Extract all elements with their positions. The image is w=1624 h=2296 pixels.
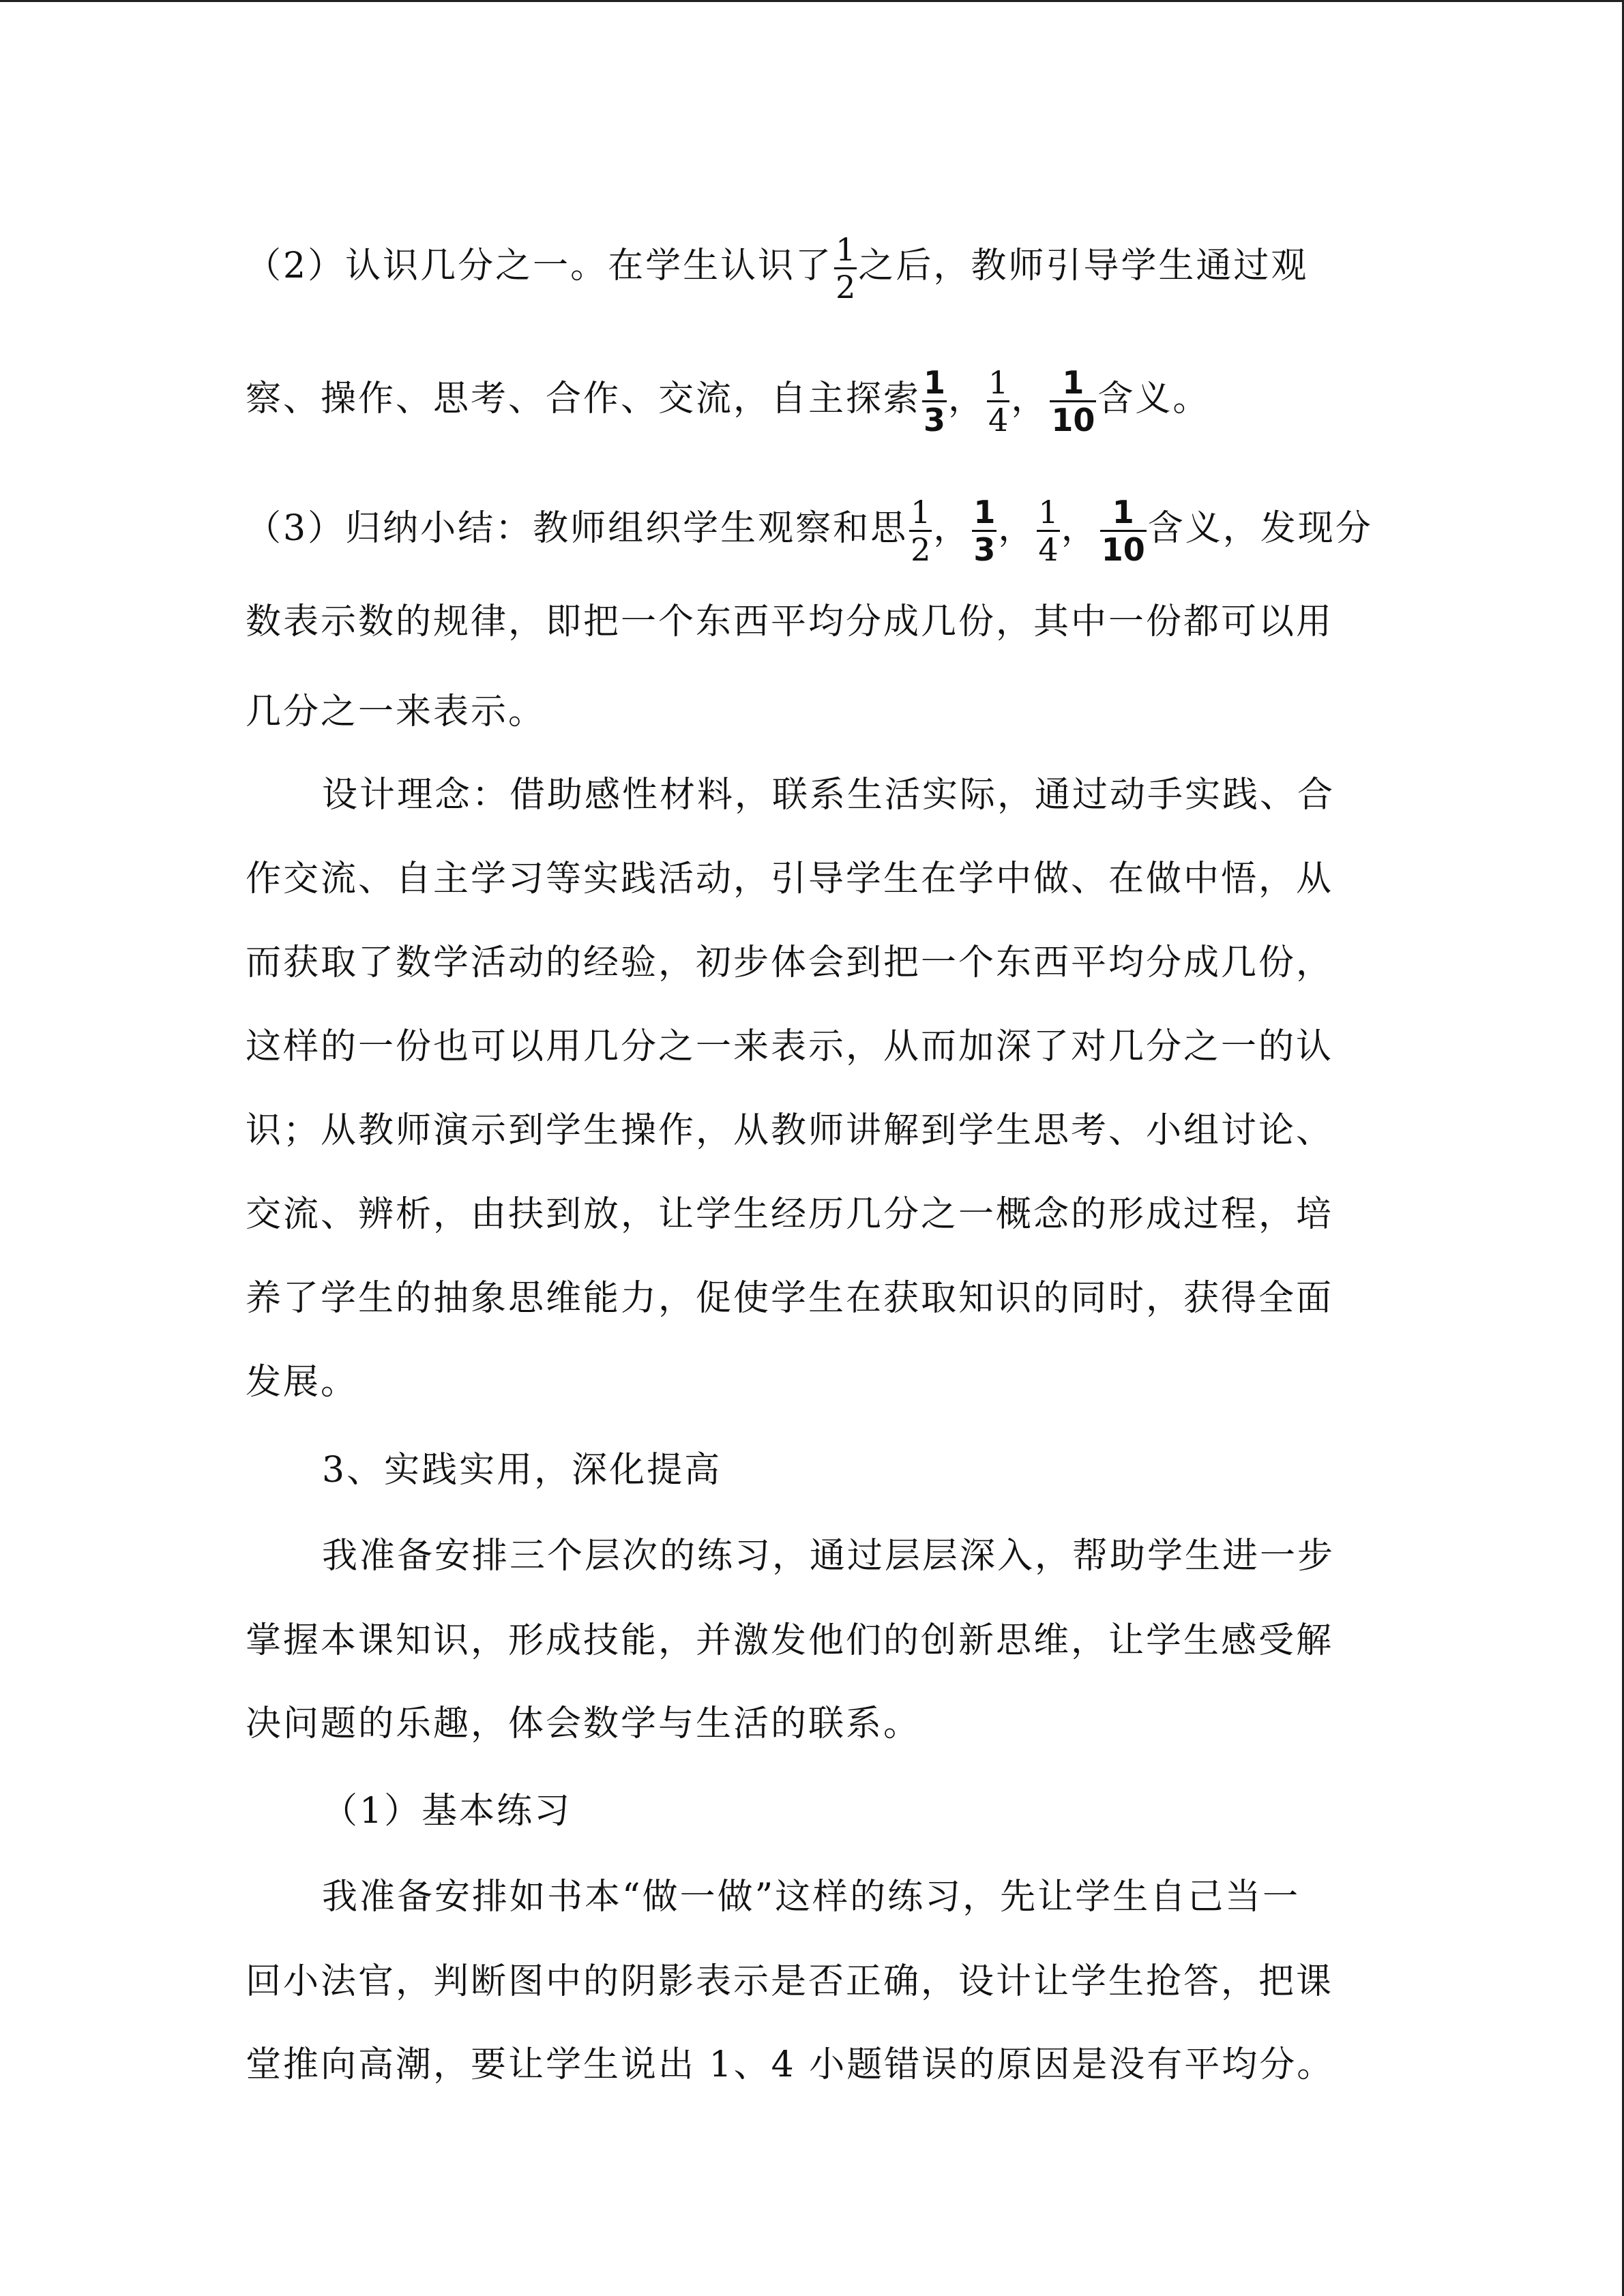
paragraph-line-3 (246, 494, 1373, 567)
text-segment: 之后，教师引导学生通过观 (858, 245, 1309, 286)
separator: ， (1011, 378, 1049, 419)
paragraph-line: 发展。 (246, 1362, 359, 1403)
fraction-one-tenth: $\frac{1}{10}$ (1101, 494, 1145, 568)
subsection-heading: （1）基本练习 (322, 1791, 572, 1832)
paragraph-line: 决问题的乐趣，体会数学与生活的联系。 (246, 1703, 921, 1744)
paragraph-line-2 (246, 365, 1210, 438)
separator: ， (1061, 508, 1099, 549)
paragraph-line: 识；从教师演示到学生操作，从教师讲解到学生思考、小组讨论、 (246, 1110, 1334, 1151)
text-segment: 含义。 (1097, 378, 1211, 419)
separator: ， (933, 508, 971, 549)
paragraph-line: 掌握本课知识，形成技能，并激发他们的创新思维，让学生感受解 (246, 1620, 1334, 1661)
fraction-one-quarter: $\frac{1}{4}$ (988, 364, 1009, 438)
section-heading: 3、实践实用，深化提高 (322, 1450, 722, 1491)
paragraph-line: 而获取了数学活动的经验，初步体会到把一个东西平均分成几份， (246, 942, 1334, 983)
text-segment: 含义，发现分 (1147, 508, 1373, 549)
page-top-border (0, 0, 1624, 2)
separator: ， (948, 378, 986, 419)
paragraph-line: 这样的一份也可以用几分之一来表示，从而加深了对几分之一的认 (246, 1026, 1334, 1067)
paragraph-line: 堂推向高潮，要让学生说出 1、4 小题错误的原因是没有平均分。 (246, 2044, 1335, 2085)
separator: ， (998, 508, 1036, 549)
paragraph-line: 养了学生的抽象思维能力，促使学生在获取知识的同时，获得全面 (246, 1278, 1334, 1319)
fraction-one-third: $\frac{1}{3}$ (973, 494, 996, 568)
paragraph-line: 我准备安排如书本“做一做”这样的练习，先让学生自己当一 (322, 1877, 1301, 1918)
text-segment: （3）归纳小结：教师组织学生观察和思 (246, 508, 909, 549)
fraction-one-tenth: $\frac{1}{10}$ (1051, 364, 1095, 438)
fraction-one-quarter: $\frac{1}{4}$ (1038, 494, 1059, 568)
paragraph-line: 回小法官，判断图中的阴影表示是否正确，设计让学生抢答，把课 (246, 1961, 1334, 2002)
paragraph-line: 设计理念：借助感性材料，联系生活实际，通过动手实践、合 (322, 775, 1335, 816)
paragraph-line: 数表示数的规律，即把一个东西平均分成几份，其中一份都可以用 (246, 601, 1334, 642)
fraction-one-third: $\frac{1}{3}$ (924, 364, 946, 438)
fraction-one-half: $\frac{1}{2}$ (911, 494, 931, 568)
text-segment: 察、操作、思考、合作、交流，自主探索 (246, 378, 921, 419)
paragraph-line: 我准备安排三个层次的练习，通过层层深入，帮助学生进一步 (322, 1536, 1335, 1577)
text-segment: （2）认识几分之一。在学生认识了 (246, 245, 833, 286)
paragraph-line: 几分之一来表示。 (246, 691, 546, 732)
paragraph-line: 作交流、自主学习等实践活动，引导学生在学中做、在做中悟，从 (246, 859, 1334, 899)
paragraph-line: 交流、辨析，由扶到放，让学生经历几分之一概念的形成过程，培 (246, 1194, 1334, 1235)
paragraph-line-1 (246, 232, 1308, 305)
fraction-one-half: $\frac{1}{2}$ (836, 231, 856, 305)
